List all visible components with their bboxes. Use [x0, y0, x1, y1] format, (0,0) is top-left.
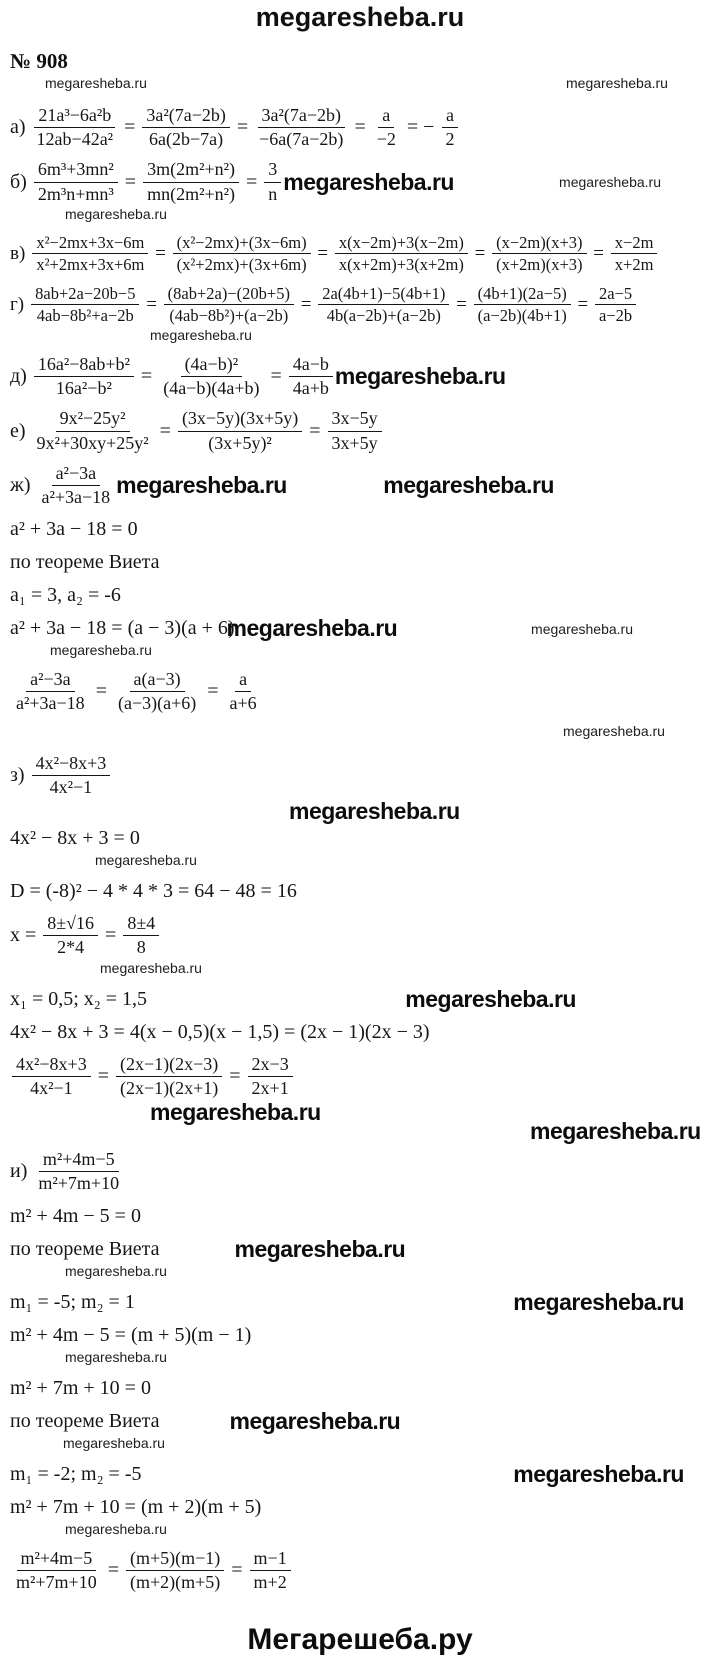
watermark-small: megaresheba.ru	[65, 1520, 167, 1537]
denominator: 4a+b	[292, 378, 329, 399]
denominator: a+6	[229, 693, 257, 714]
numerator: x−2m	[611, 233, 658, 254]
numerator: a	[378, 105, 394, 128]
denominator: 2x+1	[251, 1077, 289, 1098]
watermark-small: megaresheba.ru	[531, 620, 633, 637]
denominator: 4x²−1	[30, 1077, 73, 1098]
item-label: ж)	[10, 473, 31, 496]
fraction	[34, 159, 118, 204]
numerator: 8±4	[123, 913, 159, 936]
watermark-row	[10, 798, 716, 825]
denominator: 16a²−b²	[55, 378, 112, 399]
denominator: 6a(2b−7a)	[149, 129, 224, 150]
watermark-small: megaresheba.ru	[63, 1434, 165, 1451]
math-text: =	[141, 293, 162, 315]
numerator: (x²−2mx)+(3x−6m)	[173, 233, 311, 254]
math-text: 4x² − 8x + 3 = 0	[10, 827, 140, 850]
denominator: 3x+5y	[331, 432, 378, 453]
math-text: m² + 7m + 10 = (m + 2)(m + 5)	[10, 1495, 262, 1518]
watermark-row	[10, 724, 716, 744]
math-text: D = (-8)² − 4 * 4 * 3 = 64 − 48 = 16	[10, 880, 297, 903]
denominator: (x²+2mx)+(3x+6m)	[176, 255, 307, 275]
numerator: 3m(2m²+n²)	[143, 159, 239, 182]
watermark-row	[10, 1118, 716, 1145]
numerator: (4a−b)²	[181, 354, 243, 377]
math-text: =	[241, 170, 263, 193]
watermark-bold: megaresheba.ru	[289, 798, 460, 825]
numerator: a²−3a	[26, 669, 75, 692]
problem-number: № 908	[10, 49, 68, 73]
fraction	[318, 284, 449, 326]
watermark-row	[10, 1522, 716, 1542]
math-text: по теореме Виета	[10, 551, 160, 574]
watermark-bold: megaresheba.ru	[334, 363, 506, 390]
fraction	[178, 408, 302, 453]
watermark-bold: megaresheba.ru	[383, 471, 554, 498]
denominator: (3x+5y)²	[208, 432, 272, 453]
denominator: (2x−1)(2x+1)	[119, 1077, 219, 1098]
watermark-small: megaresheba.ru	[95, 852, 197, 869]
denominator: 12ab−42a²	[36, 129, 114, 150]
numerator: 8ab+2a−20b−5	[31, 284, 139, 305]
watermark-small: megaresheba.ru	[45, 75, 147, 91]
watermark-small: megaresheba.ru	[100, 959, 202, 976]
text-line	[10, 1377, 716, 1400]
item-label: а)	[10, 116, 26, 139]
math-text: 4x² − 8x + 3 = 4(x − 0,5)(x − 1,5) = (2x − 1)(2x − 3)	[10, 1020, 430, 1043]
fraction	[173, 233, 311, 275]
denominator: (4ab−8b²)+(a−2b)	[169, 306, 289, 326]
text-line	[10, 1407, 716, 1434]
watermark-row	[10, 207, 716, 227]
math-text: =	[588, 242, 609, 264]
math-text: a₁ = 3, a₂ = -6	[10, 584, 121, 607]
text-line	[10, 551, 716, 574]
math-text: =	[100, 924, 122, 947]
numerator: 6m³+3mn²	[34, 159, 118, 182]
denominator: −6a(7a−2b)	[259, 129, 344, 150]
denominator: 4x²−1	[49, 776, 93, 797]
math-text: m² + 4m − 5 = (m + 5)(m − 1)	[10, 1323, 252, 1346]
watermark-small: megaresheba.ru	[566, 75, 668, 91]
denominator: 4b(a−2b)+(a−2b)	[326, 306, 441, 326]
math-line	[10, 913, 716, 958]
math-text: =	[92, 1064, 114, 1087]
denominator: mn(2m²+n²)	[147, 183, 236, 204]
footer-brand: Мегарешеба.ру	[247, 1623, 473, 1657]
math-text: =	[304, 419, 326, 442]
math-text: =	[119, 116, 141, 139]
math-text: a² + 3a − 18 = 0	[10, 518, 138, 541]
text-line	[10, 1235, 716, 1262]
fraction	[12, 1054, 91, 1099]
fraction	[43, 913, 98, 958]
watermark-small: megaresheba.ru	[65, 205, 167, 222]
math-text: m² + 7m + 10 = 0	[10, 1376, 151, 1399]
denominator: a²+3a−18	[16, 693, 85, 714]
watermark-row	[10, 961, 716, 981]
numerator: (3x−5y)(3x+5y)	[178, 408, 302, 431]
fraction	[255, 105, 347, 150]
item-label: е)	[10, 419, 26, 442]
numerator: 2a(4b+1)−5(4b+1)	[318, 284, 449, 305]
watermark-bold: megaresheba.ru	[283, 168, 454, 195]
denominator: a²+3a−18	[41, 486, 111, 507]
watermark-small: megaresheba.ru	[65, 1348, 167, 1365]
watermark-bold: megaresheba.ru	[513, 1460, 684, 1487]
header-watermark: megaresheba.ru	[255, 2, 465, 32]
math-line	[10, 284, 716, 326]
fraction	[248, 1054, 293, 1099]
denominator: (x+2m)(x+3)	[496, 255, 583, 275]
math-text: =	[135, 365, 158, 388]
numerator: m−1	[250, 1548, 291, 1571]
numerator: (8ab+2a)−(20b+5)	[164, 284, 294, 305]
fraction	[250, 1548, 291, 1593]
text-line	[10, 518, 716, 541]
text-line	[10, 985, 716, 1012]
math-line	[10, 105, 716, 150]
fraction	[328, 408, 382, 453]
math-text: x =	[10, 924, 42, 947]
math-text: a² + 3a − 18 = (a − 3)(a + 6)	[10, 617, 235, 640]
numerator: 4x²−8x+3	[32, 753, 111, 776]
denominator: 2m³n+mn³	[37, 183, 114, 204]
text-line	[10, 1460, 716, 1487]
math-text: m² + 4m − 5 = 0	[10, 1204, 141, 1227]
denominator: x(x+2m)+3(x+2m)	[338, 255, 464, 275]
watermark-bold: megaresheba.ru	[234, 1235, 406, 1262]
fraction	[264, 159, 281, 204]
fraction	[34, 354, 134, 399]
math-text: =	[90, 680, 112, 703]
math-text: =	[295, 293, 317, 315]
item-label: в)	[10, 242, 26, 264]
watermark-row	[10, 1350, 716, 1370]
fraction	[164, 284, 294, 326]
numerator: 2a−5	[595, 284, 636, 305]
math-text: =	[572, 293, 594, 315]
denominator: 9x²+30xy+25y²	[36, 432, 149, 453]
watermark-bold: megaresheba.ru	[229, 1407, 401, 1434]
fraction	[116, 1054, 222, 1099]
fraction	[474, 284, 571, 326]
text-line	[10, 1496, 716, 1519]
math-text: =	[226, 1558, 248, 1581]
numerator: 8±√16	[43, 913, 98, 936]
numerator: m²+4m−5	[17, 1548, 97, 1571]
math-text: x₁ = 0,5; x₂ = 1,5	[10, 987, 148, 1010]
fraction	[34, 1149, 123, 1194]
fraction	[37, 463, 114, 508]
fraction	[33, 105, 118, 150]
numerator: 4a−b	[289, 354, 333, 377]
fraction	[12, 1548, 101, 1593]
math-line	[10, 753, 716, 798]
item-label: з)	[10, 763, 25, 786]
item-label: д)	[10, 365, 27, 388]
math-text: =	[265, 365, 287, 388]
denominator: x+2m	[614, 255, 654, 275]
math-line	[10, 463, 716, 508]
math-text: m₁ = -5; m₂ = 1	[10, 1290, 135, 1313]
watermark-small: megaresheba.ru	[65, 1262, 167, 1279]
watermark-row	[10, 643, 716, 663]
fraction	[142, 105, 230, 150]
numerator: 4x²−8x+3	[12, 1054, 91, 1077]
fraction	[123, 913, 159, 958]
denominator: (a−3)(a+6)	[117, 693, 197, 714]
fraction	[32, 753, 111, 798]
math-line	[10, 233, 716, 275]
text-line	[10, 617, 716, 640]
denominator: m²+7m+10	[38, 1173, 120, 1194]
numerator: x²−2mx+3x−6m	[32, 233, 148, 254]
denominator: (4a−b)(4a+b)	[163, 378, 260, 399]
item-label: и)	[10, 1160, 28, 1183]
numerator: x(x−2m)+3(x−2m)	[335, 233, 468, 254]
numerator: a	[235, 669, 251, 692]
fraction	[12, 669, 89, 714]
numerator: 3a²(7a−2b)	[258, 105, 346, 128]
denominator: (m+2)(m+5)	[129, 1571, 221, 1592]
denominator: 2*4	[57, 937, 85, 958]
denominator: 2	[445, 129, 455, 150]
text-line	[10, 827, 716, 850]
watermark-bold: megaresheba.ru	[150, 1099, 321, 1126]
fraction	[441, 105, 458, 150]
watermark-row	[10, 76, 716, 96]
watermark-small: megaresheba.ru	[563, 722, 665, 739]
numerator: 9x²−25y²	[56, 408, 130, 431]
denominator: (a−2b)(4b+1)	[477, 306, 567, 326]
numerator: a(a−3)	[130, 669, 185, 692]
watermark-bold: megaresheba.ru	[116, 471, 287, 498]
denominator: m+2	[253, 1571, 287, 1592]
math-text: =	[154, 419, 176, 442]
math-line	[10, 1149, 716, 1194]
numerator: (m+5)(m−1)	[126, 1548, 224, 1571]
numerator: (2x−1)(2x−3)	[116, 1054, 222, 1077]
watermark-row	[10, 853, 716, 873]
watermark-row	[10, 1436, 716, 1456]
math-text: =	[202, 680, 224, 703]
math-text: = −	[401, 116, 440, 139]
text-line	[10, 880, 716, 903]
fraction	[226, 669, 261, 714]
watermark-row	[10, 1099, 716, 1126]
text-line	[10, 1288, 716, 1315]
solution-lines	[0, 76, 720, 1593]
item-label: б)	[10, 170, 27, 193]
watermark-small: megaresheba.ru	[150, 326, 252, 343]
denominator: 4ab−8b²+a−2b	[36, 306, 134, 326]
math-text: =	[451, 293, 472, 315]
fraction	[31, 284, 139, 326]
math-line	[10, 159, 716, 204]
math-line	[10, 408, 716, 453]
denominator: a−2b	[599, 306, 633, 326]
fraction	[114, 669, 200, 714]
fraction	[492, 233, 586, 275]
denominator: n	[268, 183, 278, 204]
numerator: 21a³−6a²b	[34, 105, 115, 128]
fraction	[289, 354, 333, 399]
denominator: 8	[136, 937, 146, 958]
math-text: =	[224, 1064, 246, 1087]
watermark-row	[10, 1264, 716, 1284]
text-line	[10, 1324, 716, 1347]
numerator: 3	[264, 159, 281, 182]
math-text: m₁ = -2; m₂ = -5	[10, 1462, 142, 1485]
fraction	[335, 233, 468, 275]
math-line	[10, 1548, 716, 1593]
fraction	[33, 408, 153, 453]
watermark-bold: megaresheba.ru	[405, 985, 576, 1012]
denominator: −2	[376, 129, 396, 150]
numerator: 3x−5y	[328, 408, 382, 431]
fraction	[126, 1548, 224, 1593]
math-text: =	[312, 242, 333, 264]
fraction	[611, 233, 658, 275]
watermark-small: megaresheba.ru	[559, 174, 661, 191]
numerator: (x−2m)(x+3)	[492, 233, 586, 254]
item-label: г)	[10, 293, 25, 315]
fraction	[373, 105, 400, 150]
math-line	[10, 1054, 716, 1099]
watermark-bold: megaresheba.ru	[530, 1118, 701, 1145]
numerator: a	[442, 105, 458, 128]
denominator: m²+7m+10	[16, 1571, 97, 1592]
math-text: =	[231, 116, 254, 139]
math-line	[10, 669, 716, 714]
watermark-small: megaresheba.ru	[50, 642, 152, 659]
numerator: a²−3a	[52, 463, 101, 486]
numerator: 3a²(7a−2b)	[142, 105, 230, 128]
math-text: =	[119, 170, 142, 193]
watermark-bold: megaresheba.ru	[226, 615, 398, 642]
math-text: =	[102, 1558, 124, 1581]
math-line	[10, 354, 716, 399]
fraction	[32, 233, 148, 275]
text-line	[10, 584, 716, 607]
numerator: 16a²−8ab+b²	[34, 354, 134, 377]
numerator: (4b+1)(2a−5)	[474, 284, 571, 305]
numerator: 2x−3	[248, 1054, 293, 1077]
denominator: x²+2mx+3x+6m	[36, 255, 145, 275]
fraction	[595, 284, 636, 326]
math-text: =	[349, 116, 371, 139]
fraction	[143, 159, 239, 204]
text-line	[10, 1205, 716, 1228]
watermark-bold: megaresheba.ru	[513, 1288, 684, 1315]
math-text: по теореме Виета	[10, 1409, 160, 1432]
numerator: m²+4m−5	[39, 1149, 119, 1172]
text-line	[10, 1021, 716, 1044]
fraction	[159, 354, 263, 399]
math-text: по теореме Виета	[10, 1237, 160, 1260]
math-text: =	[469, 242, 491, 264]
watermark-row	[10, 328, 716, 348]
math-text: =	[150, 242, 171, 264]
